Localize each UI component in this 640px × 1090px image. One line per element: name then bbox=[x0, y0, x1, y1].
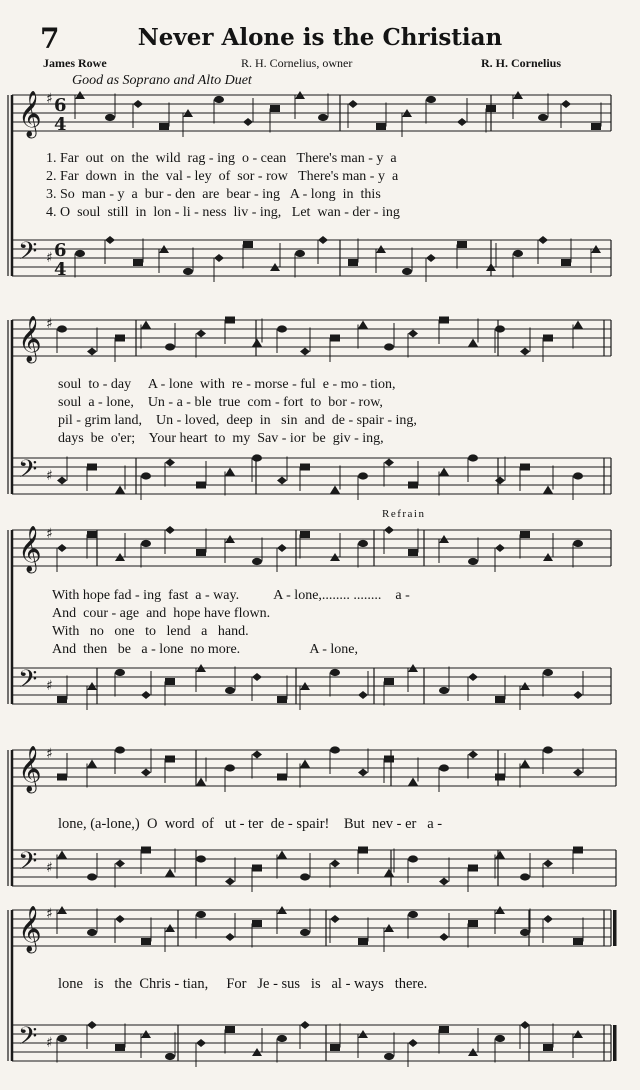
key-signature-sharp-icon: ♯ bbox=[46, 468, 53, 484]
round-note-head bbox=[330, 669, 340, 676]
square-note-head bbox=[408, 549, 418, 556]
refrain-label: Refrain bbox=[382, 508, 426, 520]
square-note-head bbox=[543, 335, 553, 342]
diamond-note-head bbox=[277, 544, 287, 552]
diamond-note-head bbox=[318, 236, 328, 244]
treble-clef-icon: 𝄞 bbox=[18, 746, 42, 792]
diamond-note-head bbox=[165, 459, 175, 467]
diamond-note-head bbox=[196, 1039, 206, 1047]
treble-clef-icon: 𝄞 bbox=[18, 91, 42, 137]
round-note-head bbox=[384, 343, 394, 350]
square-note-head bbox=[561, 259, 571, 266]
time-signature-top: 6 bbox=[54, 240, 67, 261]
round-note-head bbox=[358, 540, 368, 547]
triangle-note-head bbox=[196, 778, 206, 786]
final-barline bbox=[613, 1025, 617, 1061]
verse-4-line-3: And then be a - lone no more. A - lone, bbox=[52, 642, 359, 657]
diamond-note-head bbox=[561, 100, 571, 108]
round-note-head bbox=[300, 929, 310, 936]
lyricist-credit: James Rowe bbox=[43, 56, 107, 70]
round-note-head bbox=[358, 472, 368, 479]
triangle-note-head bbox=[384, 869, 394, 877]
diamond-note-head bbox=[105, 236, 115, 244]
round-note-head bbox=[225, 764, 235, 771]
diamond-note-head bbox=[330, 915, 340, 923]
diamond-note-head bbox=[543, 915, 553, 923]
round-note-head bbox=[196, 911, 206, 918]
round-note-head bbox=[543, 669, 553, 676]
key-signature-sharp-icon: ♯ bbox=[46, 526, 53, 542]
diamond-note-head bbox=[408, 1039, 418, 1047]
diamond-note-head bbox=[87, 1021, 97, 1029]
square-note-head bbox=[115, 1044, 125, 1051]
diamond-note-head bbox=[573, 769, 583, 777]
refrain-line-1: lone, (a-lone,) O word of ut - ter de - spair! But nev - er a - bbox=[58, 816, 443, 832]
triangle-note-head bbox=[300, 760, 310, 768]
refrain-line-2: lone is the Chris - tian, For Je - sus is al - ways there. bbox=[58, 976, 428, 992]
square-note-head bbox=[520, 464, 530, 471]
square-note-head bbox=[133, 259, 143, 266]
round-note-head bbox=[141, 540, 151, 547]
round-note-head bbox=[115, 746, 125, 753]
diamond-note-head bbox=[300, 1021, 310, 1029]
square-note-head bbox=[439, 317, 449, 324]
diamond-note-head bbox=[141, 769, 151, 777]
square-note-head bbox=[573, 847, 583, 854]
treble-clef-icon: 𝄞 bbox=[18, 526, 42, 572]
diamond-note-head bbox=[133, 100, 143, 108]
diamond-note-head bbox=[225, 878, 235, 886]
round-note-head bbox=[57, 1035, 67, 1042]
triangle-note-head bbox=[543, 486, 553, 494]
triangle-note-head bbox=[87, 760, 97, 768]
square-note-head bbox=[57, 774, 67, 781]
verse-3-line-2: pil - grim land, Un - loved, deep in sin and de - spair - ing, bbox=[58, 413, 417, 428]
round-note-head bbox=[277, 1035, 287, 1042]
square-note-head bbox=[543, 1044, 553, 1051]
square-note-head bbox=[243, 241, 253, 248]
key-signature-sharp-icon: ♯ bbox=[46, 250, 53, 266]
square-note-head bbox=[573, 938, 583, 945]
diamond-note-head bbox=[225, 933, 235, 941]
round-note-head bbox=[573, 540, 583, 547]
round-note-head bbox=[165, 343, 175, 350]
square-note-head bbox=[384, 756, 394, 763]
triangle-note-head bbox=[573, 321, 583, 329]
round-note-head bbox=[520, 873, 530, 880]
round-note-head bbox=[468, 558, 478, 565]
diamond-note-head bbox=[252, 751, 262, 759]
triangle-note-head bbox=[57, 851, 67, 859]
square-note-head bbox=[330, 335, 340, 342]
key-signature-sharp-icon: ♯ bbox=[46, 1035, 53, 1051]
time-signature-bottom: 4 bbox=[54, 259, 67, 280]
square-note-head bbox=[358, 938, 368, 945]
diamond-note-head bbox=[115, 915, 125, 923]
round-note-head bbox=[495, 325, 505, 332]
diamond-note-head bbox=[384, 459, 394, 467]
triangle-note-head bbox=[408, 778, 418, 786]
square-note-head bbox=[495, 696, 505, 703]
round-note-head bbox=[520, 929, 530, 936]
square-note-head bbox=[252, 865, 262, 872]
diamond-note-head bbox=[495, 477, 505, 485]
diamond-note-head bbox=[468, 673, 478, 681]
triangle-note-head bbox=[439, 468, 449, 476]
round-note-head bbox=[165, 1053, 175, 1060]
square-note-head bbox=[196, 549, 206, 556]
bass-clef-icon: 𝄢 bbox=[18, 455, 38, 490]
square-note-head bbox=[87, 531, 97, 538]
round-note-head bbox=[87, 873, 97, 880]
round-note-head bbox=[196, 855, 206, 862]
square-note-head bbox=[225, 317, 235, 324]
round-note-head bbox=[300, 873, 310, 880]
diamond-note-head bbox=[573, 691, 583, 699]
square-note-head bbox=[252, 920, 262, 927]
final-barline bbox=[613, 910, 617, 946]
round-note-head bbox=[468, 454, 478, 461]
round-note-head bbox=[408, 911, 418, 918]
bass-clef-icon: 𝄢 bbox=[18, 1022, 38, 1057]
square-note-head bbox=[300, 464, 310, 471]
round-note-head bbox=[225, 687, 235, 694]
triangle-note-head bbox=[330, 486, 340, 494]
round-note-head bbox=[141, 472, 151, 479]
diamond-note-head bbox=[300, 348, 310, 356]
hymn-number: 7 bbox=[40, 22, 60, 55]
triangle-note-head bbox=[225, 468, 235, 476]
verse-1-line-1: 1. Far out on the wild rag - ing o - cean There's man - y a bbox=[46, 151, 397, 166]
square-note-head bbox=[358, 847, 368, 854]
key-signature-sharp-icon: ♯ bbox=[46, 678, 53, 694]
round-note-head bbox=[277, 325, 287, 332]
square-note-head bbox=[468, 865, 478, 872]
round-note-head bbox=[105, 114, 115, 121]
round-note-head bbox=[318, 114, 328, 121]
round-note-head bbox=[439, 687, 449, 694]
diamond-note-head bbox=[115, 860, 125, 868]
diamond-note-head bbox=[439, 933, 449, 941]
diamond-note-head bbox=[57, 544, 67, 552]
diamond-note-head bbox=[520, 348, 530, 356]
diamond-note-head bbox=[457, 118, 467, 126]
diamond-note-head bbox=[87, 348, 97, 356]
treble-clef-icon: 𝄞 bbox=[18, 906, 42, 952]
composer-credit: R. H. Cornelius bbox=[481, 56, 562, 70]
round-note-head bbox=[330, 746, 340, 753]
verse-2-line-3: And cour - age and hope have flown. bbox=[52, 606, 271, 621]
square-note-head bbox=[159, 123, 169, 130]
square-note-head bbox=[457, 241, 467, 248]
diamond-note-head bbox=[348, 100, 358, 108]
diamond-note-head bbox=[468, 751, 478, 759]
round-note-head bbox=[214, 96, 224, 103]
triangle-note-head bbox=[252, 339, 262, 347]
square-note-head bbox=[591, 123, 601, 130]
diamond-note-head bbox=[252, 673, 262, 681]
diamond-note-head bbox=[439, 878, 449, 886]
square-note-head bbox=[141, 938, 151, 945]
triangle-note-head bbox=[141, 321, 151, 329]
verse-1-line-3: With hope fad - ing fast a - way. A - lone,........ ........ a - bbox=[52, 588, 410, 603]
key-signature-sharp-icon: ♯ bbox=[46, 91, 53, 107]
verse-2-line-2: soul a - lone, Un - a - ble true com - fort to bor - row, bbox=[58, 395, 383, 410]
square-note-head bbox=[225, 1026, 235, 1033]
diamond-note-head bbox=[358, 691, 368, 699]
key-signature-sharp-icon: ♯ bbox=[46, 860, 53, 876]
round-note-head bbox=[543, 746, 553, 753]
triangle-note-head bbox=[115, 486, 125, 494]
square-note-head bbox=[495, 774, 505, 781]
square-note-head bbox=[408, 482, 418, 489]
diamond-note-head bbox=[543, 860, 553, 868]
square-note-head bbox=[277, 696, 287, 703]
diamond-note-head bbox=[408, 330, 418, 338]
round-note-head bbox=[252, 454, 262, 461]
bass-clef-icon: 𝄢 bbox=[18, 665, 38, 700]
square-note-head bbox=[165, 756, 175, 763]
square-note-head bbox=[376, 123, 386, 130]
diamond-note-head bbox=[384, 526, 394, 534]
round-note-head bbox=[87, 929, 97, 936]
key-signature-sharp-icon: ♯ bbox=[46, 746, 53, 762]
verse-4-line-1: 4. O soul still in lon - li - ness liv - ing, Let wan - der - ing bbox=[46, 205, 400, 220]
square-note-head bbox=[57, 696, 67, 703]
diamond-note-head bbox=[277, 477, 287, 485]
round-note-head bbox=[513, 250, 523, 257]
diamond-note-head bbox=[426, 254, 436, 262]
square-note-head bbox=[300, 531, 310, 538]
diamond-note-head bbox=[358, 769, 368, 777]
square-note-head bbox=[165, 678, 175, 685]
diamond-note-head bbox=[243, 118, 253, 126]
square-note-head bbox=[330, 1044, 340, 1051]
key-signature-sharp-icon: ♯ bbox=[46, 316, 53, 332]
treble-clef-icon: 𝄞 bbox=[18, 316, 42, 362]
time-signature-top: 6 bbox=[54, 95, 67, 116]
triangle-note-head bbox=[277, 851, 287, 859]
round-note-head bbox=[495, 1035, 505, 1042]
round-note-head bbox=[115, 669, 125, 676]
round-note-head bbox=[573, 472, 583, 479]
diamond-note-head bbox=[214, 254, 224, 262]
diamond-note-head bbox=[165, 526, 175, 534]
triangle-note-head bbox=[468, 339, 478, 347]
verse-3-line-1: 3. So man - y a bur - den are bear - ing A - long in this bbox=[46, 187, 381, 202]
diamond-note-head bbox=[495, 544, 505, 552]
diamond-note-head bbox=[538, 236, 548, 244]
key-signature-sharp-icon: ♯ bbox=[46, 906, 53, 922]
diamond-note-head bbox=[57, 477, 67, 485]
square-note-head bbox=[486, 105, 496, 112]
bass-clef-icon: 𝄢 bbox=[18, 237, 38, 272]
verse-3-line-3: With no one to lend a hand. bbox=[52, 624, 249, 639]
time-signature-bottom: 4 bbox=[54, 114, 67, 135]
square-note-head bbox=[520, 531, 530, 538]
square-note-head bbox=[115, 335, 125, 342]
square-note-head bbox=[277, 774, 287, 781]
round-note-head bbox=[57, 325, 67, 332]
bass-clef-icon: 𝄢 bbox=[18, 847, 38, 882]
square-note-head bbox=[439, 1026, 449, 1033]
round-note-head bbox=[408, 855, 418, 862]
triangle-note-head bbox=[358, 321, 368, 329]
round-note-head bbox=[75, 250, 85, 257]
square-note-head bbox=[141, 847, 151, 854]
square-note-head bbox=[468, 920, 478, 927]
verse-2-line-1: 2. Far down in the val - ley of sor - row There's man - y a bbox=[46, 169, 399, 184]
square-note-head bbox=[348, 259, 358, 266]
square-note-head bbox=[196, 482, 206, 489]
square-note-head bbox=[384, 678, 394, 685]
performance-note: Good as Soprano and Alto Duet bbox=[72, 73, 252, 88]
round-note-head bbox=[402, 268, 412, 275]
triangle-note-head bbox=[495, 851, 505, 859]
diamond-note-head bbox=[196, 330, 206, 338]
square-note-head bbox=[270, 105, 280, 112]
round-note-head bbox=[295, 250, 305, 257]
hymn-title: Never Alone is the Christian bbox=[137, 24, 503, 51]
round-note-head bbox=[538, 114, 548, 121]
round-note-head bbox=[426, 96, 436, 103]
copyright-owner: R. H. Cornelius, owner bbox=[241, 56, 353, 70]
round-note-head bbox=[183, 268, 193, 275]
verse-1-line-2: soul to - day A - lone with re - morse - ful e - mo - tion, bbox=[58, 377, 396, 392]
verse-4-line-2: days be o'er; Your heart to my Sav - ior be giv - ing, bbox=[58, 431, 384, 446]
diamond-note-head bbox=[330, 860, 340, 868]
round-note-head bbox=[439, 764, 449, 771]
diamond-note-head bbox=[141, 691, 151, 699]
triangle-note-head bbox=[165, 869, 175, 877]
square-note-head bbox=[87, 464, 97, 471]
round-note-head bbox=[384, 1053, 394, 1060]
round-note-head bbox=[252, 558, 262, 565]
triangle-note-head bbox=[520, 760, 530, 768]
